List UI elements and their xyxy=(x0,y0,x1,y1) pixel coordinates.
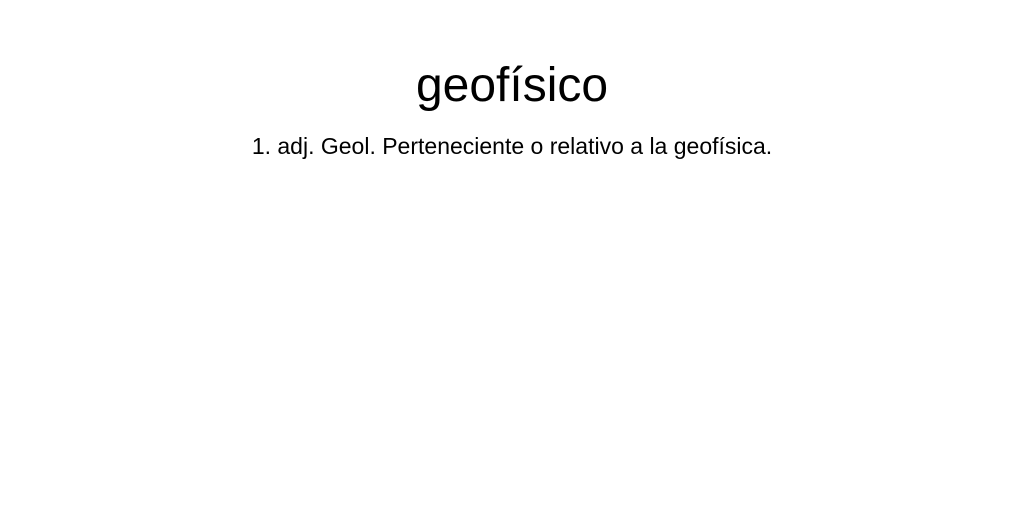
definition-1: 1. adj. Geol. Perteneciente o relativo a la geofísica. xyxy=(251,133,773,159)
headword: geofísico xyxy=(415,59,609,112)
